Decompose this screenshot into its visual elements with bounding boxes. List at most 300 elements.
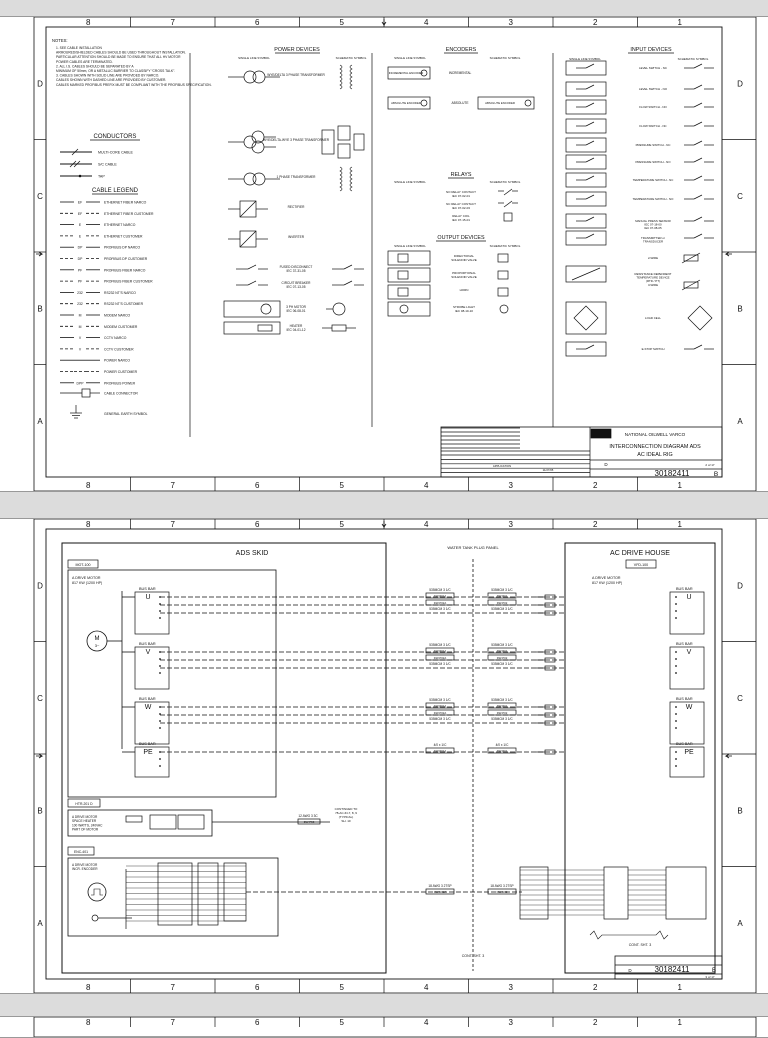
input-device-label: LEVEL SWITCH - NO xyxy=(639,87,667,91)
legend-label: MODEM CUSTOMER xyxy=(104,324,138,329)
switch-blade xyxy=(694,195,702,199)
power-device-label: HEATER xyxy=(289,324,303,328)
note-line: 3. CABLES SHOWN WITH SOLID LINE ARE PROVIDED BY NARCO. xyxy=(56,73,160,78)
zone-row-label: B xyxy=(37,304,43,314)
zone-col-label: 5 xyxy=(339,481,344,490)
legend-code: V xyxy=(78,347,82,352)
cable-id-left: DW-P02A xyxy=(433,710,447,715)
zone-col-label: 7 xyxy=(170,983,175,992)
encoder-terminal-block xyxy=(224,863,246,921)
motor-symbol xyxy=(333,303,345,315)
terminal-dot xyxy=(675,672,677,674)
relay-label: IEC 07-02-03 xyxy=(452,205,470,210)
output-device-label: STROBE LIGHT xyxy=(452,305,476,309)
tb-size: D xyxy=(604,462,608,467)
winding-box xyxy=(354,134,364,150)
tb-application: APPLICATION xyxy=(492,464,512,468)
switch-blade xyxy=(694,141,702,145)
terminal-dot xyxy=(675,603,677,605)
zone-col-label: 2 xyxy=(593,18,598,27)
centering-arrow-top xyxy=(382,19,386,25)
cable-size-label: 535MCM 3 1/C xyxy=(491,588,513,592)
relay-label: NO RELAY CONTACT xyxy=(445,190,477,194)
cable-size-label: 535MCM 3 1/C xyxy=(491,698,513,702)
heater-cable-size: 12 AWG 3 3C xyxy=(298,814,318,818)
zone-row-label: D xyxy=(737,79,743,89)
zone-col-label: 6 xyxy=(255,481,260,490)
encoder-terminal-block xyxy=(158,863,192,925)
heater-description: A DRIVE MOTOR xyxy=(72,815,98,819)
output-device-label: SOLENOID VALVE xyxy=(451,257,477,262)
zone-col-label: 3 xyxy=(508,1018,513,1027)
bus-bar-label: BUS BAR xyxy=(139,697,156,701)
switch-blade xyxy=(248,265,256,269)
phase-label-right: V xyxy=(686,649,692,656)
col-header: SINGLE LINE SYMBOL xyxy=(394,244,426,248)
drive-terminal-block xyxy=(604,867,628,919)
zone-col-label: 8 xyxy=(86,983,91,992)
zone-col-label: 5 xyxy=(339,1018,344,1027)
input-device-box xyxy=(566,302,606,334)
zone-row-label: C xyxy=(37,693,43,703)
zone-col-label: 8 xyxy=(86,18,91,27)
earth-label: GENERAL EARTH SYMBOL xyxy=(104,412,148,416)
phase-label-right: W xyxy=(685,704,693,711)
zone-row-label: D xyxy=(37,79,43,89)
centering-arrow-left xyxy=(36,754,42,758)
input-device-label: PRESSURE SWITCH - NC xyxy=(635,143,671,147)
zone-row-label: D xyxy=(737,581,743,591)
zone-col-label: 1 xyxy=(677,481,682,490)
power-device-label: IEC 06-08-01 xyxy=(286,309,306,314)
transformer-winding xyxy=(253,71,265,83)
coil-symbol xyxy=(340,73,342,81)
encoders-title: ENCODERS xyxy=(445,47,477,53)
col-header: SINGLE LINE SYMBOL xyxy=(394,56,426,60)
encoder-symbol xyxy=(88,883,106,901)
coil-symbol xyxy=(340,175,342,183)
resistor-arrow xyxy=(682,253,700,263)
cable-size-label: 535MCM 3 1/C xyxy=(429,643,451,647)
input-device-label: RESISTANCE DEPENDENT xyxy=(634,272,672,276)
legend-label: CCTV NARCO xyxy=(104,336,127,341)
heater-description: PART OF MOTOR xyxy=(72,827,99,832)
input-device-label: 2-WIRE xyxy=(647,256,659,260)
terminal-dot xyxy=(159,603,161,605)
output-device-label: SOLENOID VALVE xyxy=(451,274,477,279)
zone-col-label: 6 xyxy=(255,520,260,529)
note-line: 1. SEE CABLE INSTALLATION xyxy=(56,46,102,50)
switch-blade xyxy=(586,141,594,145)
contact-blade xyxy=(504,201,512,207)
output-device-box xyxy=(388,268,430,282)
outer-border xyxy=(34,1017,756,1037)
switch-blade xyxy=(694,234,702,238)
winding-box xyxy=(338,126,350,140)
pulse-icon xyxy=(91,889,103,895)
encoder-description: INCR. ENCODER xyxy=(72,867,98,872)
connector-symbol xyxy=(82,389,90,397)
switch-blade xyxy=(694,345,702,349)
zone-col-label: 1 xyxy=(677,18,682,27)
zone-col-label: 3 xyxy=(508,18,513,27)
zone-row-label: B xyxy=(737,806,743,816)
terminal-dot xyxy=(159,672,161,674)
switch-blade xyxy=(586,64,594,68)
legend-label: POWER CUSTOMER xyxy=(104,370,138,374)
cable-id-left: DW-P01A xyxy=(433,648,447,653)
legend-label: PROFIBUS DP CUSTOMER xyxy=(104,257,148,261)
terminal-dot xyxy=(675,610,677,612)
legend-label: ETHERNET FIBER CUSTOMER xyxy=(104,211,154,216)
relay-label: RELAY COIL xyxy=(452,214,470,218)
legend-code: PF xyxy=(77,268,83,273)
cable-id-right: DW-P01 xyxy=(496,648,508,653)
zone-col-label: 4 xyxy=(424,983,429,992)
relay-label: NC RELAY CONTACT xyxy=(446,202,476,206)
legend-code: EF xyxy=(77,200,83,205)
continued-to-label: 78-AC-IN-7, 8, 9 xyxy=(335,811,357,815)
next-sheet-border xyxy=(0,1017,768,1037)
switch-blade xyxy=(694,85,702,89)
phase-label-right: PE xyxy=(684,749,694,756)
sheet-next-partial xyxy=(0,1016,768,1038)
encoder-label: INCREMENTAL xyxy=(448,71,472,75)
solenoid-symbol xyxy=(398,288,408,296)
heater-cable-id: DW-P53 xyxy=(303,819,315,824)
zone-col-label: 2 xyxy=(593,520,598,529)
zone-col-label: 5 xyxy=(339,983,344,992)
terminal-dot xyxy=(159,765,161,767)
input-device-label: 3-WIRE xyxy=(647,283,659,287)
note-line: ARMOURED/SHIELDED CABLES SHOULD BE USED THROUGHOUT INSTALLATION. xyxy=(56,50,186,55)
drawing-title: INTERCONNECTION DIAGRAM ADS xyxy=(609,444,701,450)
cable-size-label: 4/0 x 1/C xyxy=(495,743,509,747)
col-header: SINGLE LINE SYMBOL xyxy=(238,56,270,60)
switch-blade xyxy=(694,158,702,162)
legend-code: EF xyxy=(77,211,83,216)
device-box xyxy=(224,322,280,334)
output-device-box xyxy=(388,302,430,316)
terminal-dot xyxy=(675,720,677,722)
col-header: SCHEMATIC SYMBOL xyxy=(677,57,709,61)
converter-diagonal xyxy=(240,231,256,247)
zone-col-label: 5 xyxy=(339,18,344,27)
heater-description: SPACE HEATER xyxy=(72,819,97,824)
zone-row-label: A xyxy=(737,416,743,426)
col-header: SCHEMATIC SYMBOL xyxy=(489,56,521,60)
switch-blade xyxy=(694,64,702,68)
input-device-label: E-STOP SWITCH xyxy=(641,347,665,351)
output-device-box xyxy=(388,285,430,299)
input-device-label: TRANSDUCER xyxy=(642,239,664,244)
legend-code: PF xyxy=(77,279,83,284)
phase-label-left: PE xyxy=(143,749,153,756)
legend-label: PROFIBUS DP NARCO xyxy=(104,245,141,250)
tap-dot xyxy=(79,175,82,178)
tb-size: D xyxy=(628,968,632,973)
transformer-winding xyxy=(244,71,256,83)
tb-drawing-number: 30182411 xyxy=(654,469,690,478)
coil-symbol xyxy=(340,183,342,191)
legend-label: ETHERNET NARCO xyxy=(104,223,136,228)
encoder-box-label: INCREMENTAL ENCODER xyxy=(388,71,424,75)
zone-row-label: C xyxy=(737,191,743,201)
input-device-label: TRANSMITTER or xyxy=(641,236,665,240)
switch-blade xyxy=(248,281,256,285)
centering-arrow-top xyxy=(382,521,386,527)
encoder-cable-size: 18 AWG 3 2TSP xyxy=(428,884,452,888)
switch-blade xyxy=(586,158,594,162)
relay-label: IEC 07-15-01 xyxy=(452,217,470,222)
input-device-label: FLOW SWITCH - NO xyxy=(639,105,667,109)
power-device-label: WYE/DELTA-WYE 3 PHASE TRANSFORMER xyxy=(262,138,330,142)
zone-row-label: D xyxy=(37,581,43,591)
coil-symbol xyxy=(340,65,342,73)
cable-size-label: 535MCM 3 1/C xyxy=(429,698,451,702)
legend-label: POWER NARCO xyxy=(104,358,130,363)
switch-blade xyxy=(586,195,594,199)
terminal-dot xyxy=(159,713,161,715)
legend-code: V xyxy=(78,336,82,341)
legend-label: MODEM NARCO xyxy=(104,313,131,318)
power-device-label: 3 PH MOTOR xyxy=(286,305,306,309)
note-line: POWER CABLES ARE TERMINATED. xyxy=(56,59,113,64)
switch-blade xyxy=(586,217,594,221)
heater-description: 100 WATTS, 240VAC xyxy=(72,823,103,828)
cable-id-right: DW-P01 xyxy=(496,703,508,708)
terminal-dot xyxy=(159,758,161,760)
bus-bar-label: BUS BAR xyxy=(676,742,693,746)
load-cell-symbol xyxy=(574,306,598,330)
cable-id-right: DW-P01 xyxy=(496,748,508,753)
tb-rev: B xyxy=(713,471,719,478)
legend-code: M xyxy=(78,313,82,318)
motor-description: 817 KW (1200 HP) xyxy=(72,581,103,585)
coil-symbol xyxy=(350,65,352,73)
switch-blade xyxy=(344,265,352,269)
motor-box xyxy=(68,570,276,797)
cont-sheet-right: CONT. SHT. 3 xyxy=(628,943,652,947)
legend-label: PROFIBUS FIBER CUSTOMER xyxy=(104,279,153,284)
bus-bar-label: BUS BAR xyxy=(139,742,156,746)
input-device-label: TEMPERATURE DEVICE xyxy=(636,275,670,280)
zone-col-label: 8 xyxy=(86,520,91,529)
conductor-label: MULTI-CORE CABLE xyxy=(98,150,133,155)
input-device-label: TEMPERATURE SWITCH - NO xyxy=(632,197,674,201)
cable-id-right: DW-P02 xyxy=(496,655,508,660)
zone-col-label: 6 xyxy=(255,18,260,27)
coil-symbol xyxy=(350,73,352,81)
device-box xyxy=(224,301,280,317)
note-line: CABLES MARKED PROFIBUS PREFIX MUST BE COMPLIANT WITH THE PROFIBUS SPECIFICATION. xyxy=(56,82,212,87)
power-device-label: CIRCUIT BREAKER xyxy=(281,281,311,285)
cable-size-label: 535MCM 3 1/C xyxy=(429,662,451,666)
zone-col-label: 3 xyxy=(508,481,513,490)
cable-size-label: 535MCM 3 1/C xyxy=(429,717,451,721)
coil-symbol xyxy=(340,167,342,175)
output-device-label: PROPORTIONAL xyxy=(452,271,476,275)
inner-border xyxy=(46,27,722,477)
phase-label-left: W xyxy=(144,704,152,711)
bus-bar-label: BUS BAR xyxy=(676,587,693,591)
heater-element xyxy=(126,816,142,822)
power-device-label: IEC 04-01-12 xyxy=(286,328,306,333)
connector-label: CABLE CONNECTOR xyxy=(104,391,138,396)
zone-col-label: 2 xyxy=(593,481,598,490)
terminal-dot xyxy=(675,727,677,729)
cable-id-left: DW-P02A xyxy=(433,600,447,605)
cable-id-right: DW-P01 xyxy=(496,593,508,598)
input-device-label: LOAD CELL xyxy=(645,316,661,320)
encoder-label: ABSOLUTE xyxy=(451,101,469,105)
zone-col-label: 6 xyxy=(255,1018,260,1027)
switch-blade xyxy=(694,217,702,221)
coil-symbol xyxy=(350,175,352,183)
continued-to-label: SH. 10 xyxy=(341,819,351,823)
power-device-label: 1 PHASE TRANSFORMER xyxy=(276,175,316,179)
output-device-label: DIRECTIONAL xyxy=(453,254,475,258)
zone-col-label: 5 xyxy=(339,520,344,529)
terminal-dot xyxy=(159,665,161,667)
power-devices-title: POWER DEVICES xyxy=(274,47,320,53)
lamp-symbol xyxy=(92,915,98,921)
zone-row-label: A xyxy=(37,918,43,928)
vfd-description: 817 KW (1200 HP) xyxy=(592,581,623,585)
input-device-label: LEVEL SWITCH - NC xyxy=(639,66,667,70)
notes-heading: NOTES: xyxy=(52,38,68,43)
zone-row-label: A xyxy=(37,416,43,426)
company-logo xyxy=(591,429,611,438)
zone-col-label: 7 xyxy=(170,1018,175,1027)
terminal-dot xyxy=(675,713,677,715)
drive-terminal-block xyxy=(666,867,706,919)
switch-blade xyxy=(694,103,702,107)
output-device-label: HORN xyxy=(459,288,469,292)
zone-col-label: 4 xyxy=(424,481,429,490)
encoder-cable-id-right: DW-N02 xyxy=(496,889,508,894)
switch-blade xyxy=(586,103,594,107)
power-device-label: IEC 37-31-05 xyxy=(286,269,306,274)
encoder-cable-size: 18 AWG 3 2TSP xyxy=(490,884,514,888)
switch-blade xyxy=(586,234,594,238)
input-device-label: TEMPERATURE SWITCH - NC xyxy=(632,178,674,182)
legend-code: 232 xyxy=(77,302,83,307)
phase-label-left: V xyxy=(145,649,151,656)
input-device-label: FLOW SWITCH - NC xyxy=(639,124,667,128)
input-device-label: IEC 07-08-05 xyxy=(644,226,662,231)
zone-row-label: B xyxy=(37,806,43,816)
encoder-box xyxy=(68,858,278,936)
power-device-label: INVERTER xyxy=(287,235,305,239)
zone-row-label: C xyxy=(737,693,743,703)
note-line: CABLES SHOWN WITH DASHED LINE ARE PROVIDED BY CUSTOMER. xyxy=(56,78,167,83)
legend-code: E xyxy=(78,223,82,228)
legend-drawing xyxy=(0,17,768,491)
enc-tag: ENC-401 xyxy=(74,850,88,854)
motor-description: A DRIVE MOTOR xyxy=(72,576,101,580)
bus-bar-label: BUS BAR xyxy=(676,642,693,646)
zone-col-label: 2 xyxy=(593,983,598,992)
terminal-dot xyxy=(675,765,677,767)
zone-col-label: 3 xyxy=(508,520,513,529)
zone-col-label: 6 xyxy=(255,983,260,992)
switch-blade xyxy=(694,176,702,180)
switch-blade xyxy=(694,122,702,126)
encoder-symbol xyxy=(421,100,427,106)
input-device-label: IEC 07-18-00 xyxy=(644,222,662,227)
zone-col-label: 8 xyxy=(86,1018,91,1027)
zone-col-label: 7 xyxy=(170,481,175,490)
load-cell-symbol xyxy=(688,306,712,330)
col-header: SINGLE LINE SYMBOL xyxy=(394,180,426,184)
legend-label: ETHERNET FIBER NARCO xyxy=(104,200,147,205)
terminal-dot xyxy=(159,658,161,660)
tb-sheet: 3 of 17 xyxy=(705,975,715,979)
conductors-title: CONDUCTORS xyxy=(93,134,137,140)
solenoid-symbol xyxy=(398,254,408,262)
bus-bar-label: BUS BAR xyxy=(676,697,693,701)
cable-size-label: 535MCM 3 1/C xyxy=(491,662,513,666)
solenoid-symbol xyxy=(498,271,508,279)
tb-sheet: 2 of 17 xyxy=(705,463,715,467)
note-line: 2. ALL I.S. CABLES SHOULD BE SEPARATED BY A xyxy=(56,64,134,69)
zone-col-label: 8 xyxy=(86,481,91,490)
terminal-dot xyxy=(675,651,677,653)
motor-symbol-label: M xyxy=(94,636,100,642)
output-devices-title: OUTPUT DEVICES xyxy=(437,235,485,241)
phase-label-right: U xyxy=(686,594,692,601)
strobe-symbol xyxy=(400,305,408,313)
phase-label-left: U xyxy=(145,594,151,601)
coil-symbol xyxy=(350,81,352,89)
zone-col-label: 7 xyxy=(170,520,175,529)
sheet-legend xyxy=(0,16,768,492)
heater-symbol xyxy=(258,325,272,331)
power-device-label: IEC 07-13-05 xyxy=(286,285,306,290)
terminal-dot xyxy=(675,751,677,753)
cable-id-left: DW-P02A xyxy=(433,655,447,660)
zone-col-label: 7 xyxy=(170,18,175,27)
cable-size-label: 4/0 x 1/C xyxy=(433,743,447,747)
input-device-label: MANUAL PRESS SENSOR xyxy=(635,219,671,223)
zone-row-label: B xyxy=(737,304,743,314)
terminal-dot xyxy=(159,610,161,612)
vfd-tag: VFD-100 xyxy=(633,563,649,567)
power-device-label: WYE/DELTA 3 PHASE TRANSFORMER xyxy=(267,73,325,77)
legend-code: DP xyxy=(77,245,83,250)
legend-label: RS232 NT'S NARCO xyxy=(104,290,136,295)
cable-size-label: 535MCM 3 1/C xyxy=(491,717,513,721)
switch-blade xyxy=(586,176,594,180)
conductor-label: S/C CABLE xyxy=(98,162,117,167)
terminal-dot xyxy=(675,758,677,760)
encoder-symbol xyxy=(525,100,531,106)
cable-size-label: 535MCM 3 1/C xyxy=(491,643,513,647)
legend-label: PROFIBUS POWER xyxy=(104,381,136,386)
htr-tag: HTR-201 D xyxy=(75,802,93,806)
cable-id-right: DW-P02 xyxy=(496,600,508,605)
zone-col-label: 3 xyxy=(508,983,513,992)
drawing-subtitle: AC IDEAL RIG xyxy=(637,452,673,458)
coil-symbol xyxy=(350,167,352,175)
solenoid-symbol xyxy=(498,288,508,296)
strobe-symbol xyxy=(500,305,508,313)
encoder-cable-id-left: DW-N02A xyxy=(433,889,447,894)
switch-blade xyxy=(586,122,594,126)
conductor-label: TAP xyxy=(98,174,105,179)
relay-label: IEC 07-02-01 xyxy=(452,193,470,198)
